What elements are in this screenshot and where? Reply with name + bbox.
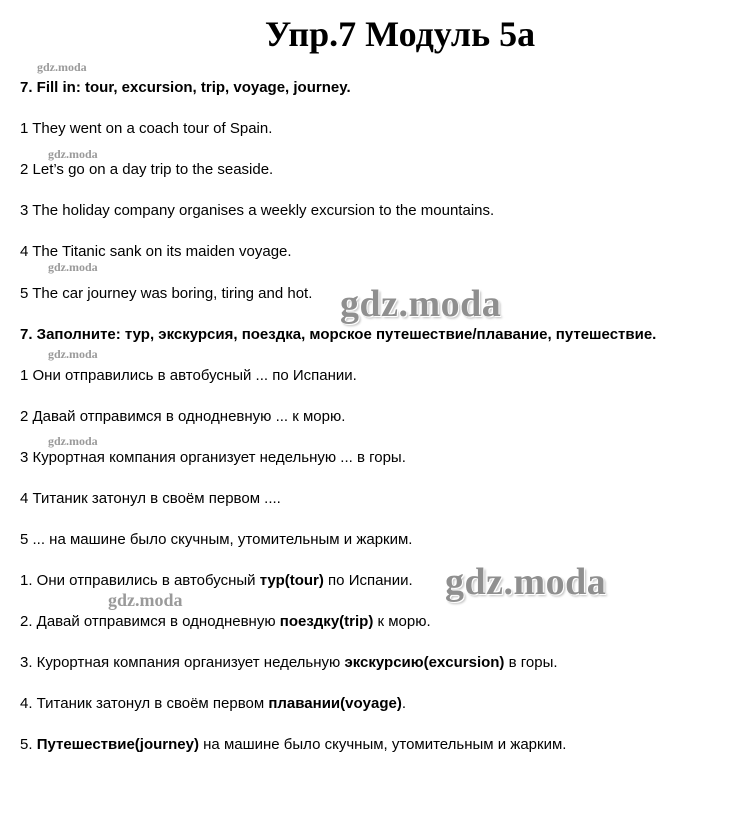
answer-text: 4. Титаник затонул в своём первом (20, 695, 269, 712)
answer-text: 3. Курортная компания организует недельную (20, 654, 345, 671)
english-heading: 7. Fill in: tour, excursion, trip, voyage, journey. (20, 79, 351, 96)
answer-text: 5. (20, 736, 37, 753)
answer-2 (20, 612, 431, 632)
answer-text: 1. Они отправились в автобусный (20, 572, 260, 589)
russian-item-2: 2 Давай отправимся в однодневную ... к морю. (20, 408, 346, 425)
answer-text: в горы. (504, 654, 558, 671)
answer-word: поездку(trip) (279, 613, 374, 630)
page-title: Упр.7 Модуль 5а (264, 14, 536, 54)
english-item-5: 5 The car journey was boring, tiring and hot. (20, 285, 313, 302)
answer-word: экскурсию(excursion) (344, 654, 505, 671)
watermark-small: gdz.moda (48, 147, 98, 161)
answer-text: . (401, 695, 406, 712)
russian-item-4: 4 Титаник затонул в своём первом .... (20, 490, 281, 507)
russian-item-5: 5 ... на машине было скучным, утомительным и жарким. (20, 531, 413, 548)
watermark-small: gdz.moda (48, 434, 98, 448)
watermark-small: gdz.moda (37, 60, 87, 74)
answer-word: тур(tour) (259, 572, 324, 589)
english-item-3: 3 The holiday company organises a weekly excursion to the mountains. (20, 202, 495, 219)
watermark-small: gdz.moda (48, 347, 98, 361)
watermark-large: gdz.moda (445, 561, 607, 603)
answer-text: 2. Давай отправимся в однодневную (20, 613, 280, 630)
english-item-2: 2 Let’s go on a day trip to the seaside. (20, 161, 274, 178)
english-item-4: 4 The Titanic sank on its maiden voyage. (20, 243, 292, 260)
answer-word: Путешествие(journey) (36, 736, 199, 753)
english-item-1: 1 They went on a coach tour of Spain. (20, 120, 273, 137)
russian-item-3: 3 Курортная компания организует недельную ... в горы. (20, 449, 406, 466)
answer-text: на машине было скучным, утомительным и жарким. (198, 736, 567, 753)
answer-5 (20, 735, 566, 755)
watermark-small: gdz.moda (48, 260, 98, 274)
answer-3 (20, 653, 558, 673)
answer-text: к морю. (373, 613, 431, 630)
watermark-large: gdz.moda (340, 283, 502, 325)
answer-word: плавании(voyage) (268, 695, 402, 712)
russian-item-1: 1 Они отправились в автобусный ... по Испании. (20, 367, 357, 384)
answer-1 (20, 571, 413, 591)
russian-heading: 7. Заполните: тур, экскурсия, поездка, морское путешествие/плавание, путешествие. (20, 326, 657, 343)
answer-4 (20, 694, 406, 714)
answer-text: по Испании. (323, 572, 413, 589)
watermark-medium: gdz.moda (108, 590, 183, 610)
